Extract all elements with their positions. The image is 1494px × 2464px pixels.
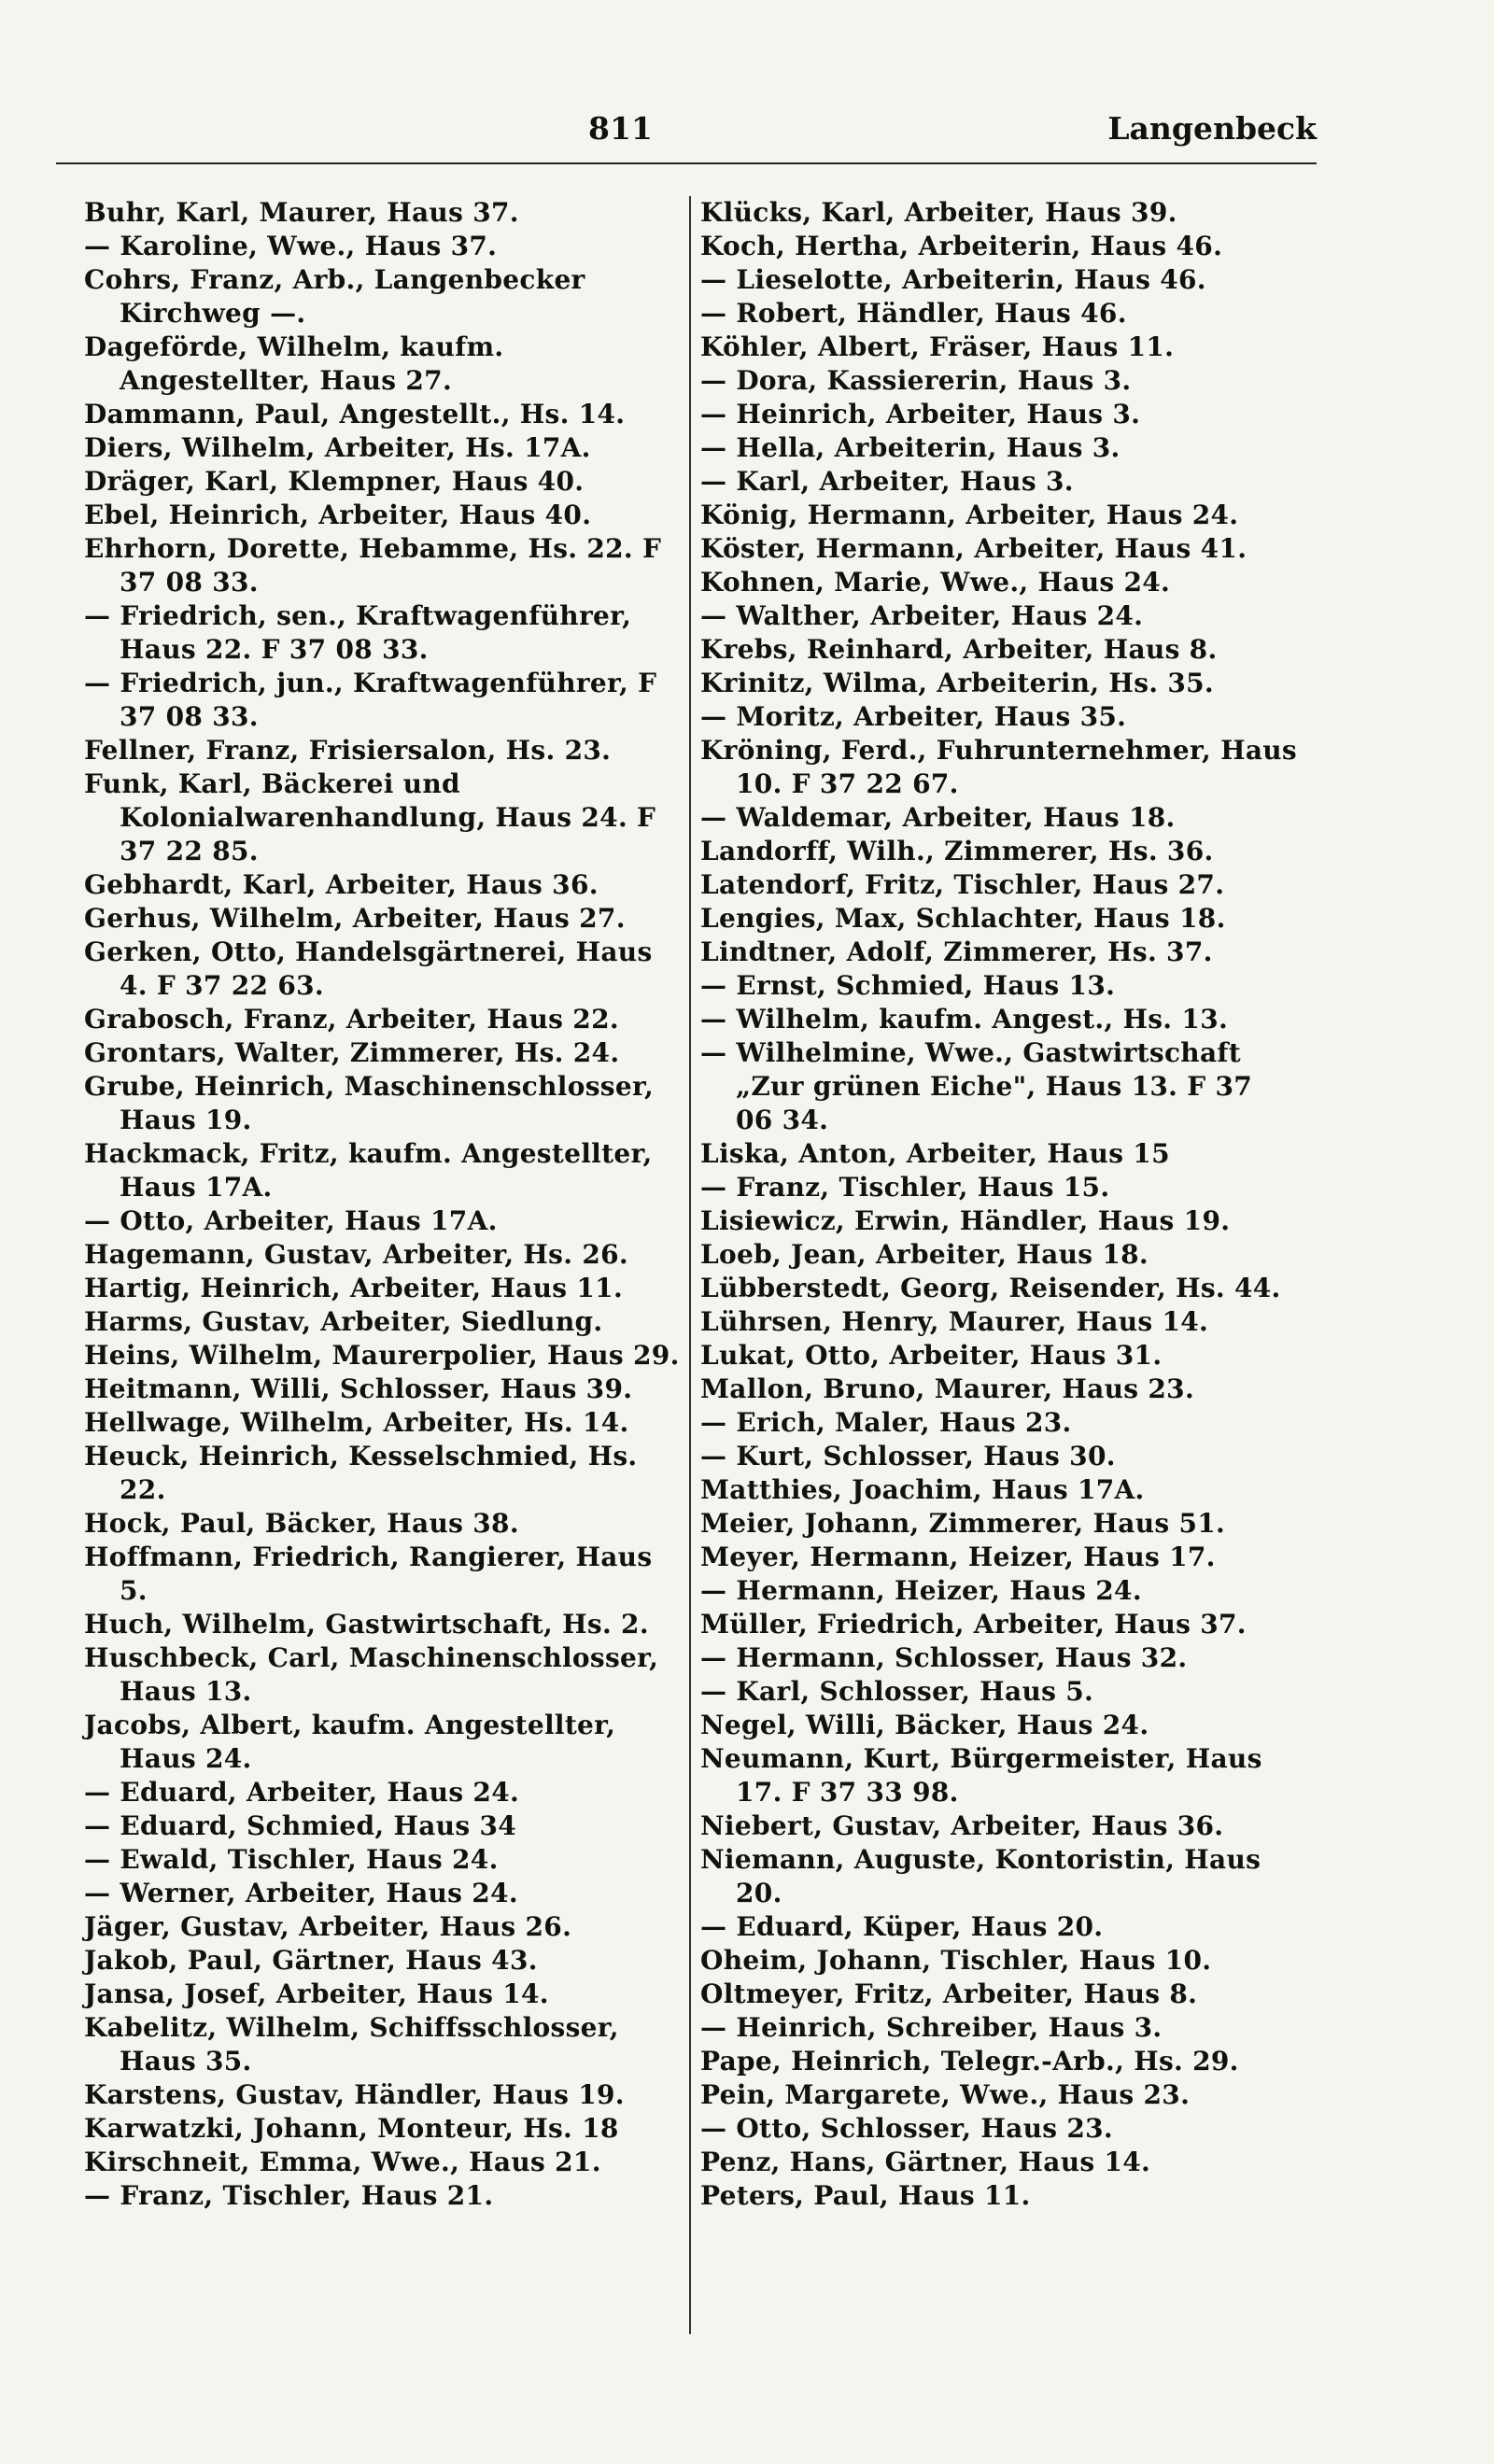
- directory-entry: Negel, Willi, Bäcker, Haus 24.: [700, 1710, 1149, 1740]
- directory-entry: — Friedrich, sen., Kraftwagenführer, Haus 22. F 37 08 33.: [84, 600, 632, 665]
- directory-entry: Harms, Gustav, Arbeiter, Siedlung.: [84, 1306, 603, 1337]
- directory-entry: — Karl, Schlosser, Haus 5.: [700, 1676, 1094, 1707]
- running-header: [56, 110, 1317, 166]
- directory-entry: Cohrs, Franz, Arb., Langenbecker Kirchweg —.: [84, 264, 585, 329]
- directory-entry: Köster, Hermann, Arbeiter, Haus 41.: [700, 533, 1247, 564]
- directory-entry: Krebs, Reinhard, Arbeiter, Haus 8.: [700, 634, 1218, 665]
- directory-entry: Hackmack, Fritz, kaufm. Angestellter, Haus 17A.: [84, 1138, 653, 1203]
- directory-entry: — Friedrich, jun., Kraftwagenführer, F 37 08 33.: [84, 668, 657, 732]
- directory-entry: Klücks, Karl, Arbeiter, Haus 39.: [700, 197, 1177, 228]
- directory-entry: — Ewald, Tischler, Haus 24.: [84, 1844, 499, 1875]
- directory-entry: — Wilhelm, kaufm. Angest., Hs. 13.: [700, 1004, 1229, 1035]
- directory-entry: Ebel, Heinrich, Arbeiter, Haus 40.: [84, 500, 592, 530]
- directory-entry: — Walther, Arbeiter, Haus 24.: [700, 600, 1144, 631]
- directory-entry: — Kurt, Schlosser, Haus 30.: [700, 1441, 1116, 1471]
- section-title: Langenbeck: [1107, 110, 1317, 147]
- directory-entry: Hoffmann, Friedrich, Rangierer, Haus 5.: [84, 1542, 653, 1606]
- directory-entry: Dageförde, Wilhelm, kaufm. Angestellter, Haus 27.: [84, 331, 504, 396]
- directory-entry: Mallon, Bruno, Maurer, Haus 23.: [700, 1373, 1194, 1404]
- directory-entry: Ehrhorn, Dorette, Hebamme, Hs. 22. F 37 08 33.: [84, 533, 662, 598]
- directory-entry: — Franz, Tischler, Haus 21.: [84, 2180, 494, 2211]
- directory-entry: Hock, Paul, Bäcker, Haus 38.: [84, 1508, 519, 1539]
- column-divider: [689, 196, 691, 2334]
- directory-entry: Hartig, Heinrich, Arbeiter, Haus 11.: [84, 1273, 623, 1303]
- directory-entry: — Karoline, Wwe., Haus 37.: [84, 231, 498, 261]
- directory-entry: Gerhus, Wilhelm, Arbeiter, Haus 27.: [84, 903, 626, 934]
- directory-entry: Matthies, Joachim, Haus 17A.: [700, 1474, 1145, 1505]
- directory-entry: Lisiewicz, Erwin, Händler, Haus 19.: [700, 1205, 1231, 1236]
- directory-entry: Grontars, Walter, Zimmerer, Hs. 24.: [84, 1037, 620, 1068]
- directory-entry: Kabelitz, Wilhelm, Schiffsschlosser, Haus 35.: [84, 2012, 619, 2077]
- directory-entry: Heuck, Heinrich, Kesselschmied, Hs. 22.: [84, 1441, 638, 1505]
- directory-entry: Latendorf, Fritz, Tischler, Haus 27.: [700, 869, 1225, 900]
- directory-entry: Köhler, Albert, Fräser, Haus 11.: [700, 331, 1175, 362]
- directory-entry: Jäger, Gustav, Arbeiter, Haus 26.: [84, 1911, 572, 1942]
- page-number: 811: [588, 110, 653, 147]
- directory-entry: — Franz, Tischler, Haus 15.: [700, 1172, 1110, 1203]
- directory-entry: Kohnen, Marie, Wwe., Haus 24.: [700, 567, 1171, 598]
- directory-entry: — Eduard, Küper, Haus 20.: [700, 1911, 1104, 1942]
- directory-entry: — Dora, Kassiererin, Haus 3.: [700, 365, 1132, 396]
- directory-entry: Kröning, Ferd., Fuhrunternehmer, Haus 10. F 37 22 67.: [700, 735, 1297, 799]
- directory-entry: Lengies, Max, Schlachter, Haus 18.: [700, 903, 1226, 934]
- directory-entry: — Otto, Schlosser, Haus 23.: [700, 2113, 1113, 2144]
- directory-entry: — Eduard, Arbeiter, Haus 24.: [84, 1777, 520, 1808]
- directory-entry: — Hella, Arbeiterin, Haus 3.: [700, 432, 1120, 463]
- directory-entry: — Otto, Arbeiter, Haus 17A.: [84, 1205, 498, 1236]
- directory-entry: — Robert, Händler, Haus 46.: [700, 298, 1127, 329]
- directory-entry: Lührsen, Henry, Maurer, Haus 14.: [700, 1306, 1209, 1337]
- right-column: [700, 196, 1298, 2213]
- directory-entry: Pape, Heinrich, Telegr.-Arb., Hs. 29.: [700, 2046, 1239, 2077]
- directory-entry: Gerken, Otto, Handelsgärtnerei, Haus 4. F 37 22 63.: [84, 936, 653, 1001]
- directory-entry: Grabosch, Franz, Arbeiter, Haus 22.: [84, 1004, 619, 1035]
- directory-entry: Peters, Paul, Haus 11.: [700, 2180, 1031, 2211]
- directory-entry: Oheim, Johann, Tischler, Haus 10.: [700, 1945, 1212, 1976]
- directory-entry: Neumann, Kurt, Bürgermeister, Haus 17. F 37 33 98.: [700, 1743, 1262, 1808]
- directory-entry: Hellwage, Wilhelm, Arbeiter, Hs. 14.: [84, 1407, 629, 1438]
- directory-entry: — Wilhelmine, Wwe., Gastwirtschaft „Zur grünen Eiche", Haus 13. F 37 06 34.: [700, 1037, 1253, 1135]
- left-column: [84, 196, 682, 2213]
- directory-entry: Pein, Margarete, Wwe., Haus 23.: [700, 2079, 1191, 2110]
- directory-entry: Landorff, Wilh., Zimmerer, Hs. 36.: [700, 836, 1214, 866]
- directory-entry: Karstens, Gustav, Händler, Haus 19.: [84, 2079, 625, 2110]
- directory-entry: Penz, Hans, Gärtner, Haus 14.: [700, 2147, 1151, 2177]
- directory-entry: — Heinrich, Arbeiter, Haus 3.: [700, 399, 1141, 429]
- directory-entry: Jansa, Josef, Arbeiter, Haus 14.: [84, 1978, 549, 2009]
- directory-entry: Niemann, Auguste, Kontoristin, Haus 20.: [700, 1844, 1261, 1908]
- directory-entry: Grube, Heinrich, Maschinenschlosser, Haus 19.: [84, 1071, 655, 1135]
- directory-entry: Dräger, Karl, Klempner, Haus 40.: [84, 466, 585, 497]
- header-rule: [56, 162, 1317, 164]
- directory-entry: — Heinrich, Schreiber, Haus 3.: [700, 2012, 1163, 2043]
- directory-entry: Heins, Wilhelm, Maurerpolier, Haus 29.: [84, 1340, 680, 1371]
- directory-entry: Diers, Wilhelm, Arbeiter, Hs. 17A.: [84, 432, 591, 463]
- directory-entry: Oltmeyer, Fritz, Arbeiter, Haus 8.: [700, 1978, 1198, 2009]
- directory-entry: Hagemann, Gustav, Arbeiter, Hs. 26.: [84, 1239, 628, 1270]
- directory-entry: Müller, Friedrich, Arbeiter, Haus 37.: [700, 1609, 1247, 1640]
- directory-entry: König, Hermann, Arbeiter, Haus 24.: [700, 500, 1239, 530]
- directory-entry: Lübberstedt, Georg, Reisender, Hs. 44.: [700, 1273, 1281, 1303]
- directory-entry: Huschbeck, Carl, Maschinenschlosser, Haus 13.: [84, 1642, 659, 1707]
- directory-entry: Liska, Anton, Arbeiter, Haus 15: [700, 1138, 1170, 1169]
- directory-entry: — Karl, Arbeiter, Haus 3.: [700, 466, 1074, 497]
- directory-entry: — Hermann, Schlosser, Haus 32.: [700, 1642, 1188, 1673]
- directory-entry: Karwatzki, Johann, Monteur, Hs. 18: [84, 2113, 619, 2144]
- directory-entry: — Erich, Maler, Haus 23.: [700, 1407, 1072, 1438]
- directory-entry: Gebhardt, Karl, Arbeiter, Haus 36.: [84, 869, 599, 900]
- directory-entry: Heitmann, Willi, Schlosser, Haus 39.: [84, 1373, 633, 1404]
- directory-entry: — Lieselotte, Arbeiterin, Haus 46.: [700, 264, 1206, 295]
- directory-entry: — Moritz, Arbeiter, Haus 35.: [700, 701, 1127, 732]
- directory-entry: Huch, Wilhelm, Gastwirtschaft, Hs. 2.: [84, 1609, 649, 1640]
- directory-entry: Fellner, Franz, Frisiersalon, Hs. 23.: [84, 735, 612, 766]
- directory-entry: Meier, Johann, Zimmerer, Haus 51.: [700, 1508, 1226, 1539]
- directory-entry: Lindtner, Adolf, Zimmerer, Hs. 37.: [700, 936, 1213, 967]
- directory-entry: Koch, Hertha, Arbeiterin, Haus 46.: [700, 231, 1223, 261]
- directory-entry: Kirschneit, Emma, Wwe., Haus 21.: [84, 2147, 601, 2177]
- directory-entry: Lukat, Otto, Arbeiter, Haus 31.: [700, 1340, 1163, 1371]
- directory-entry: Jacobs, Albert, kaufm. Angestellter, Haus 24.: [84, 1710, 616, 1774]
- directory-entry: Loeb, Jean, Arbeiter, Haus 18.: [700, 1239, 1149, 1270]
- directory-entry: Jakob, Paul, Gärtner, Haus 43.: [84, 1945, 538, 1976]
- directory-entry: — Waldemar, Arbeiter, Haus 18.: [700, 802, 1176, 833]
- directory-entry: Dammann, Paul, Angestellt., Hs. 14.: [84, 399, 626, 429]
- directory-entry: — Eduard, Schmied, Haus 34: [84, 1810, 517, 1841]
- directory-entry: Krinitz, Wilma, Arbeiterin, Hs. 35.: [700, 668, 1214, 698]
- directory-entry: Funk, Karl, Bäckerei und Kolonialwarenhandlung, Haus 24. F 37 22 85.: [84, 768, 656, 866]
- directory-entry: Buhr, Karl, Maurer, Haus 37.: [84, 197, 519, 228]
- directory-entry: Meyer, Hermann, Heizer, Haus 17.: [700, 1542, 1216, 1572]
- directory-entry: — Werner, Arbeiter, Haus 24.: [84, 1878, 518, 1908]
- directory-entry: — Hermann, Heizer, Haus 24.: [700, 1575, 1142, 1606]
- directory-entry: — Ernst, Schmied, Haus 13.: [700, 970, 1116, 1001]
- directory-columns: [84, 196, 1298, 2409]
- directory-entry: Niebert, Gustav, Arbeiter, Haus 36.: [700, 1810, 1224, 1841]
